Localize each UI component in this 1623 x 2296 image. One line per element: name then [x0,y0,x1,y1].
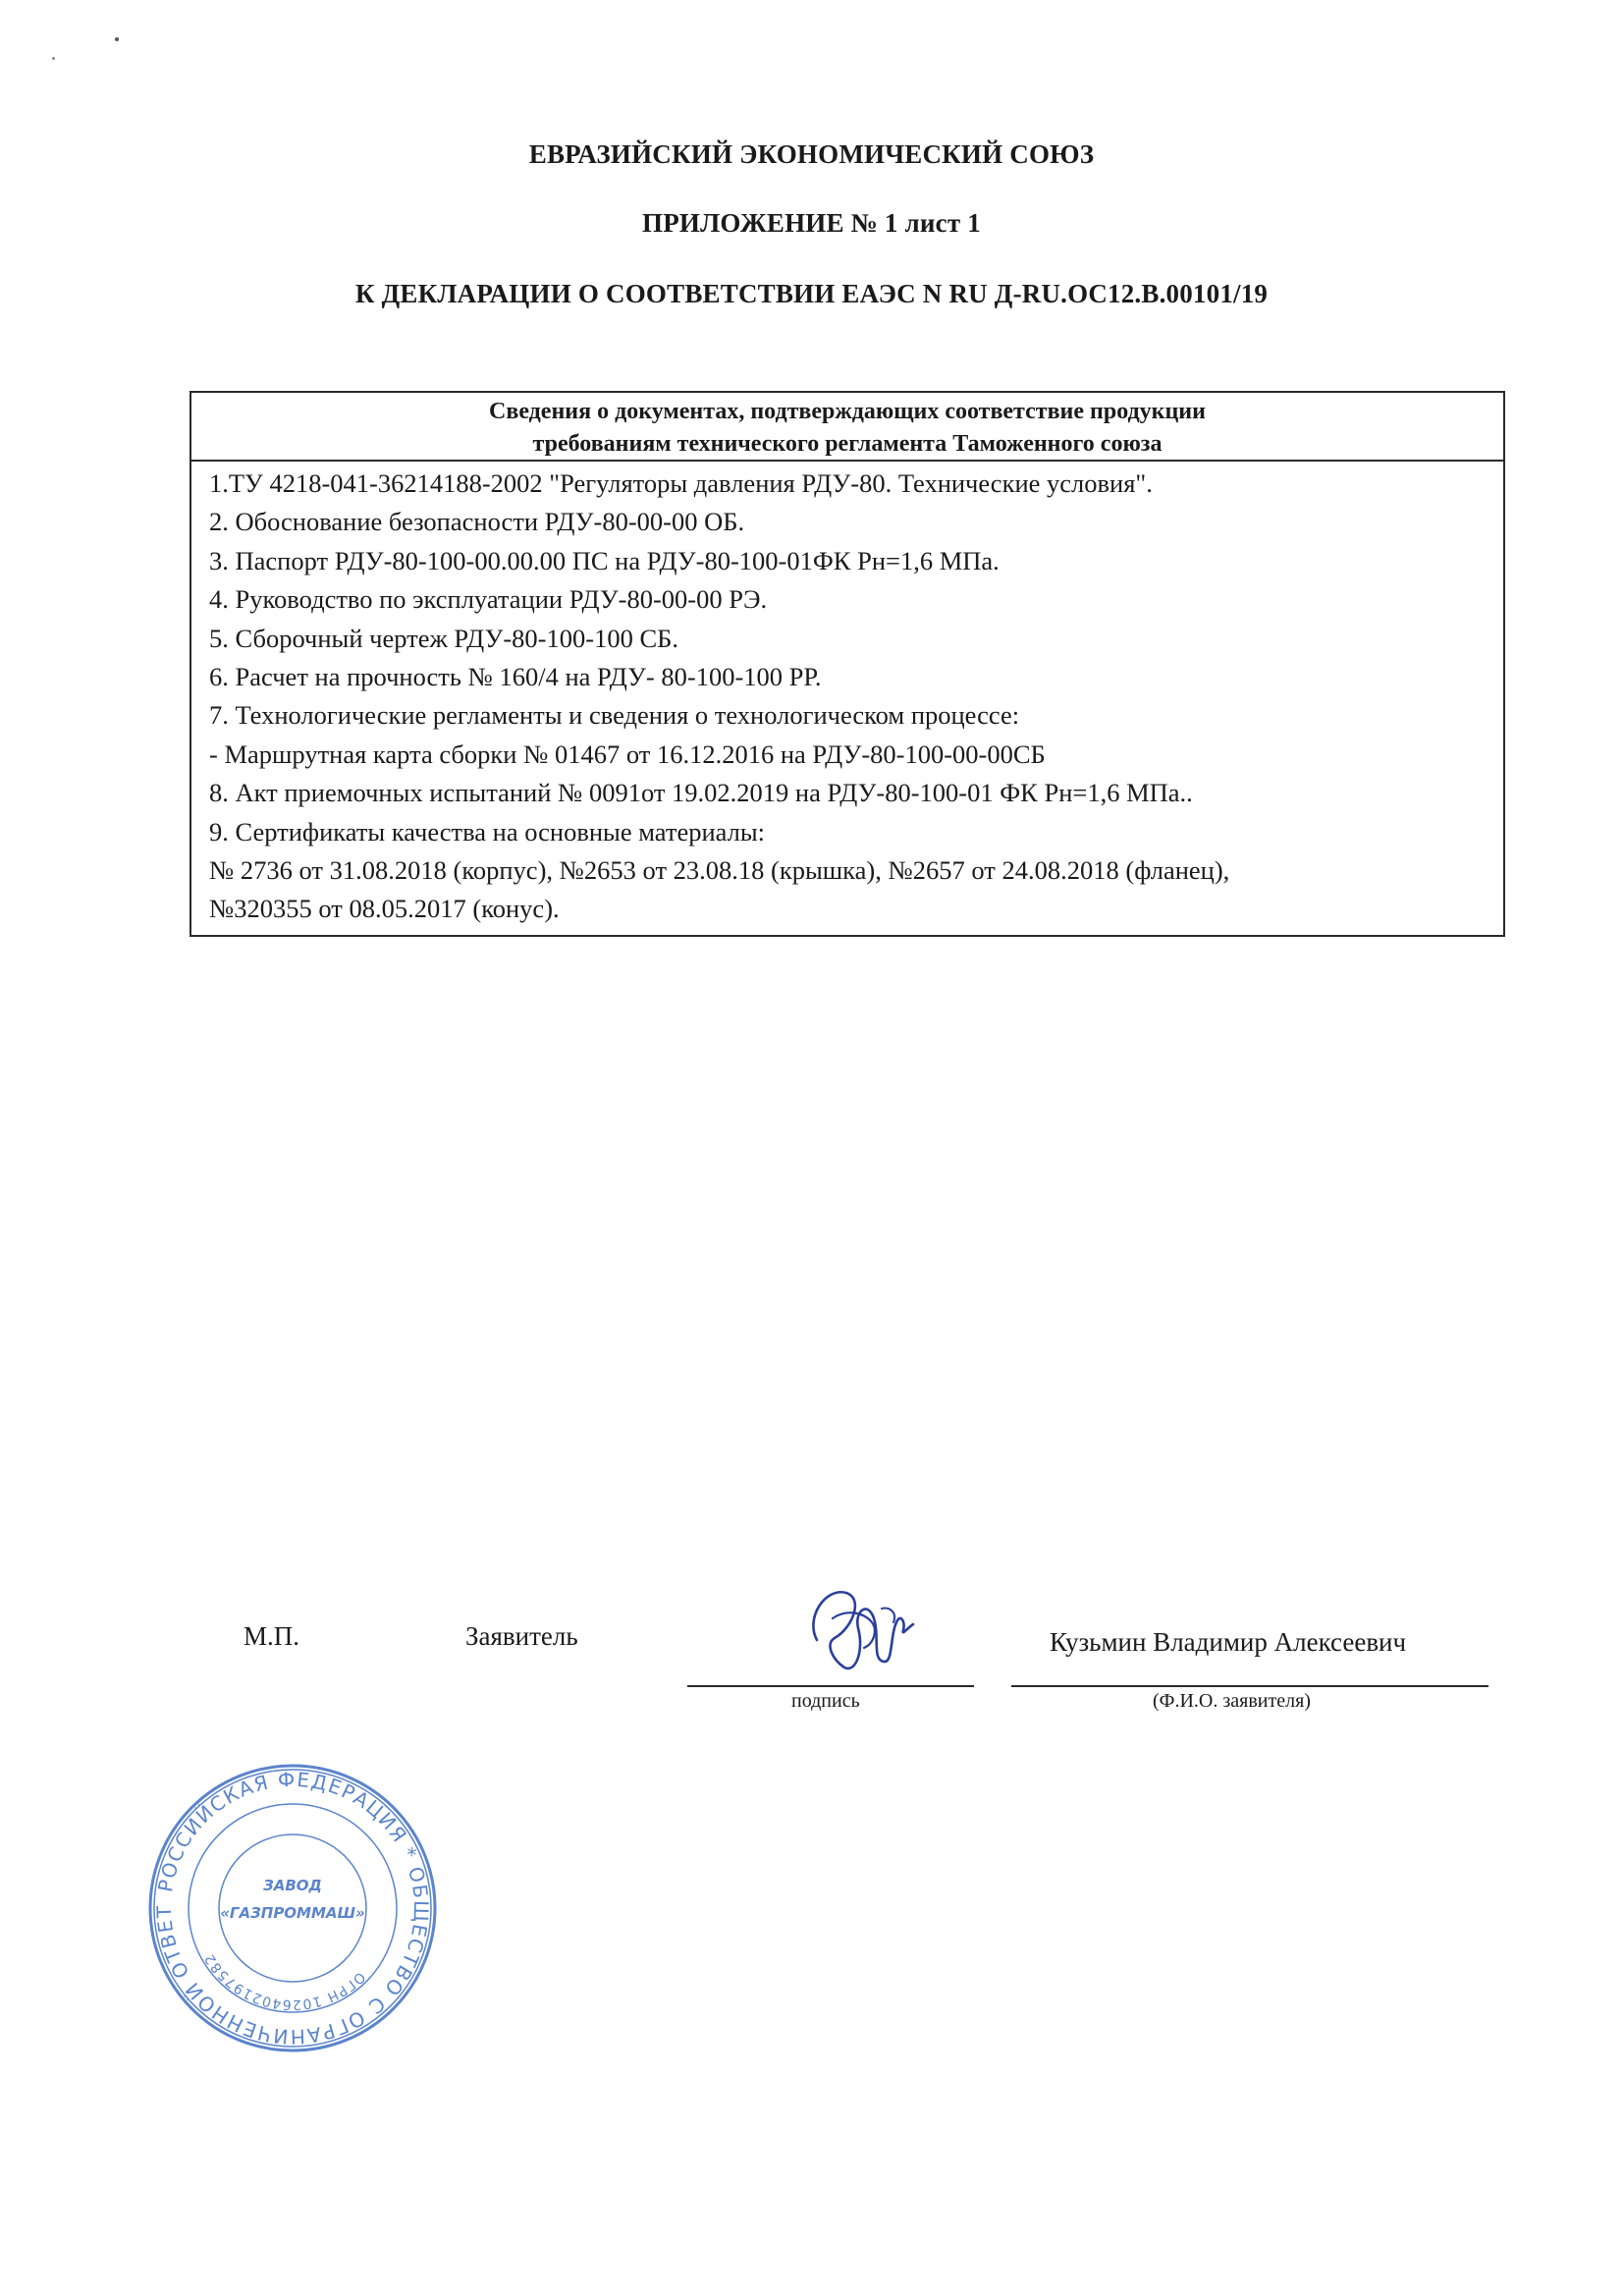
stamp-ogrn: ОГРН 1026402197582 [201,1950,368,2013]
list-item: 9. Сертификаты качества на основные материалы: [209,816,766,847]
stamp-outer-text: РОССИЙСКАЯ ФЕДЕРАЦИЯ * ОБЩЕСТВО С ОГРАНИЧЕННОЙ ОТВЕТ [151,1767,434,2050]
seal-place-label: М.П. [243,1621,300,1651]
list-item: № 2736 от 31.08.2018 (корпус), №2653 от 23.08.18 (крышка), №2657 от 24.08.2018 (фланец), [209,855,1230,886]
applicant-label: Заявитель [465,1621,578,1651]
list-item: 5. Сборочный чертеж РДУ-80-100-100 СБ. [209,623,678,653]
applicant-full-name: Кузьмин Владимир Алексеевич [1050,1627,1407,1657]
list-item: - Маршрутная карта сборки № 01467 от 16.12.2016 на РДУ-80-100-00-00СБ [209,738,1046,769]
list-item: 7. Технологические регламенты и сведения о технологическом процессе: [209,700,1020,731]
table-title-line-2: требованиям технического регламента Таможенного союза [532,431,1163,457]
handwritten-signature [795,1579,918,1677]
list-item: 4. Руководство по эксплуатации РДУ-80-00-00 РЭ. [209,584,768,615]
signature-line [687,1685,974,1687]
list-item: 1.ТУ 4218-041-36214188-2002 "Регуляторы давления РДУ-80. Технические условия". [209,468,1153,498]
list-item: 8. Акт приемочных испытаний № 0091от 19.02.2019 на РДУ-80-100-01 ФК Рн=1,6 МПа.. [209,778,1193,808]
header-appendix-title: ПРИЛОЖЕНИЕ № 1 лист 1 [642,208,981,238]
header-declaration-number: К ДЕКЛАРАЦИИ О СООТВЕТСТВИИ ЕАЭС N RU Д-RU.OC12.B.00101/19 [354,279,1269,308]
list-item: 3. Паспорт РДУ-80-100-00.00.00 ПС на РДУ-80-100-01ФК Рн=1,6 МПа. [209,545,1000,575]
documents-table [189,391,1505,937]
list-item: 6. Расчет на прочность № 160/4 на РДУ- 80-100-100 РР. [209,662,822,692]
list-item: №320355 от 08.05.2017 (конус). [209,894,560,924]
signature-caption: подпись [791,1690,860,1712]
list-item: 2. Обоснование безопасности РДУ-80-00-00 ОБ. [209,507,745,537]
scan-speck [52,57,55,60]
table-body [191,462,1503,929]
header-union-title: ЕВРАЗИЙСКИЙ ЭКОНОМИЧЕСКИЙ СОЮЗ [528,139,1095,169]
company-stamp [145,1761,440,2055]
table-title-line-1: Сведения о документах, подтверждающих соответствие продукции [489,399,1206,424]
scan-speck [115,37,119,41]
name-caption: (Ф.И.О. заявителя) [1153,1690,1311,1712]
table-header [191,393,1503,462]
stamp-center-line-2: «ГАЗПРОММАШ» [220,1904,365,1922]
name-line [1011,1685,1488,1687]
stamp-center-line-1: ЗАВОД [263,1877,322,1894]
